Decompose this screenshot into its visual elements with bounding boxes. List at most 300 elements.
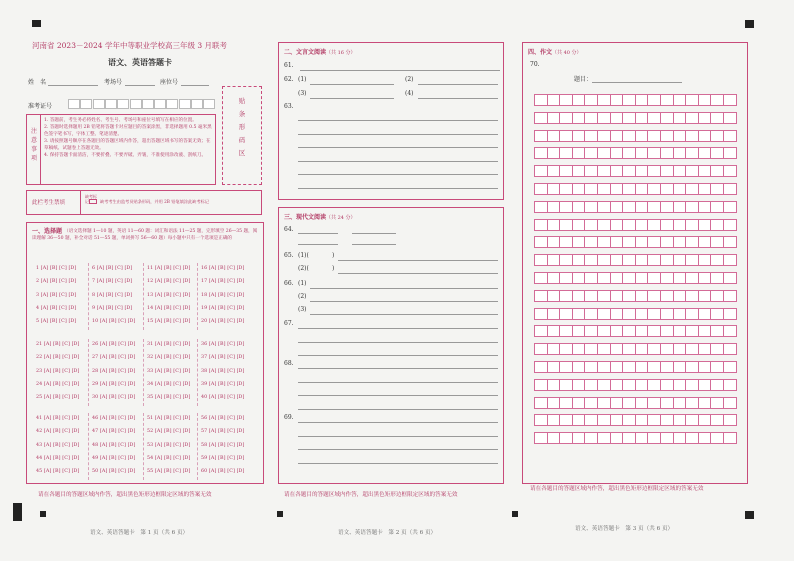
essay-cell[interactable] (710, 130, 724, 142)
essay-cell[interactable] (572, 254, 586, 266)
essay-cell[interactable] (635, 414, 649, 426)
essay-cell[interactable] (685, 290, 699, 302)
essay-cell[interactable] (635, 254, 649, 266)
essay-cell[interactable] (559, 308, 573, 320)
essay-cell[interactable] (673, 379, 687, 391)
essay-cell[interactable] (534, 361, 548, 373)
essay-cell[interactable] (647, 165, 661, 177)
essay-cell[interactable] (610, 308, 624, 320)
exam-no-cell[interactable] (191, 99, 203, 109)
essay-cell[interactable] (673, 165, 687, 177)
essay-cell[interactable] (723, 201, 737, 213)
essay-cell[interactable] (660, 272, 674, 284)
essay-cell[interactable] (597, 290, 611, 302)
essay-cell[interactable] (534, 272, 548, 284)
essay-cell[interactable] (685, 94, 699, 106)
essay-cell[interactable] (710, 379, 724, 391)
essay-cell[interactable] (534, 183, 548, 195)
essay-cell[interactable] (685, 414, 699, 426)
essay-cell[interactable] (698, 147, 712, 159)
choice-option-row[interactable]: 57 [A] [B] [C] [D] (201, 429, 245, 435)
q63-line[interactable] (298, 161, 498, 162)
essay-cell[interactable] (534, 112, 548, 124)
essay-cell[interactable] (660, 130, 674, 142)
essay-cell[interactable] (673, 432, 687, 444)
essay-cell[interactable] (610, 397, 624, 409)
essay-cell[interactable] (597, 94, 611, 106)
essay-cell[interactable] (584, 130, 598, 142)
essay-cell[interactable] (622, 236, 636, 248)
choice-option-row[interactable]: 50 [A] [B] [C] [D] (92, 469, 136, 475)
essay-cell[interactable] (572, 432, 586, 444)
essay-cell[interactable] (597, 325, 611, 337)
essay-cell[interactable] (635, 290, 649, 302)
essay-cell[interactable] (660, 201, 674, 213)
essay-cell[interactable] (723, 147, 737, 159)
essay-cell[interactable] (647, 201, 661, 213)
essay-cell[interactable] (698, 236, 712, 248)
essay-cell[interactable] (710, 414, 724, 426)
essay-cell[interactable] (635, 379, 649, 391)
essay-cell[interactable] (622, 325, 636, 337)
essay-cell[interactable] (610, 219, 624, 231)
seat-field[interactable] (181, 85, 209, 86)
essay-cell[interactable] (584, 147, 598, 159)
choice-option-row[interactable]: 37 [A] [B] [C] [D] (201, 355, 245, 361)
essay-cell[interactable] (534, 147, 548, 159)
essay-cell[interactable] (673, 272, 687, 284)
essay-cell[interactable] (559, 379, 573, 391)
q66-1-line[interactable] (310, 288, 498, 289)
essay-cell[interactable] (559, 112, 573, 124)
q64-line-b[interactable] (352, 233, 396, 234)
essay-cell[interactable] (610, 290, 624, 302)
essay-cell[interactable] (559, 343, 573, 355)
essay-cell[interactable] (660, 432, 674, 444)
essay-cell[interactable] (647, 94, 661, 106)
essay-cell[interactable] (685, 130, 699, 142)
essay-cell[interactable] (698, 165, 712, 177)
q63-line[interactable] (298, 147, 498, 148)
essay-cell[interactable] (723, 236, 737, 248)
essay-cell[interactable] (660, 254, 674, 266)
essay-cell[interactable] (673, 254, 687, 266)
essay-cell[interactable] (534, 343, 548, 355)
essay-cell[interactable] (547, 130, 561, 142)
essay-cell[interactable] (710, 165, 724, 177)
essay-cell[interactable] (685, 165, 699, 177)
choice-option-row[interactable]: 29 [A] [B] [C] [D] (92, 381, 136, 387)
essay-cell[interactable] (547, 361, 561, 373)
essay-cell[interactable] (635, 308, 649, 320)
essay-cell[interactable] (723, 254, 737, 266)
essay-cell[interactable] (559, 236, 573, 248)
essay-cell[interactable] (647, 219, 661, 231)
essay-cell[interactable] (547, 414, 561, 426)
q63-line[interactable] (298, 120, 498, 121)
choice-option-row[interactable]: 56 [A] [B] [C] [D] (201, 416, 245, 421)
choice-option-row[interactable]: 27 [A] [B] [C] [D] (92, 355, 136, 361)
essay-cell[interactable] (710, 432, 724, 444)
essay-cell[interactable] (572, 397, 586, 409)
choice-option-row[interactable]: 40 [A] [B] [C] [D] (201, 395, 245, 401)
essay-cell[interactable] (723, 308, 737, 320)
essay-cell[interactable] (698, 112, 712, 124)
essay-cell[interactable] (647, 343, 661, 355)
choice-option-row[interactable]: 19 [A] [B] [C] [D] (201, 305, 245, 311)
essay-cell[interactable] (610, 361, 624, 373)
essay-cell[interactable] (673, 147, 687, 159)
essay-cell[interactable] (597, 165, 611, 177)
choice-option-row[interactable]: 36 [A] [B] [C] [D] (201, 342, 245, 347)
choice-option-row[interactable]: 41 [A] [B] [C] [D] (36, 416, 80, 421)
essay-cell[interactable] (584, 432, 598, 444)
essay-cell[interactable] (685, 219, 699, 231)
essay-cell[interactable] (572, 272, 586, 284)
exam-no-cell[interactable] (203, 99, 215, 109)
essay-cell[interactable] (660, 147, 674, 159)
essay-cell[interactable] (698, 130, 712, 142)
exam-no-cell[interactable] (154, 99, 166, 109)
essay-cell[interactable] (572, 414, 586, 426)
exam-no-cell[interactable] (105, 99, 117, 109)
essay-cell[interactable] (584, 183, 598, 195)
choice-option-row[interactable]: 59 [A] [B] [C] [D] (201, 455, 245, 461)
essay-cell[interactable] (698, 94, 712, 106)
essay-cell[interactable] (673, 219, 687, 231)
essay-cell[interactable] (559, 325, 573, 337)
essay-cell[interactable] (547, 147, 561, 159)
essay-cell[interactable] (547, 112, 561, 124)
essay-cell[interactable] (610, 379, 624, 391)
essay-cell[interactable] (597, 343, 611, 355)
essay-cell[interactable] (572, 290, 586, 302)
essay-cell[interactable] (547, 308, 561, 320)
essay-cell[interactable] (698, 361, 712, 373)
essay-cell[interactable] (597, 183, 611, 195)
essay-cell[interactable] (622, 343, 636, 355)
essay-cell[interactable] (723, 397, 737, 409)
essay-cell[interactable] (572, 183, 586, 195)
essay-cell[interactable] (723, 361, 737, 373)
choice-option-row[interactable]: 51 [A] [B] [C] [D] (147, 416, 191, 421)
choice-option-row[interactable]: 30 [A] [B] [C] [D] (92, 395, 136, 401)
choice-option-row[interactable]: 20 [A] [B] [C] [D] (201, 319, 245, 325)
choice-option-row[interactable]: 32 [A] [B] [C] [D] (147, 355, 191, 361)
choice-option-row[interactable]: 17 [A] [B] [C] [D] (201, 279, 245, 285)
essay-cell[interactable] (572, 361, 586, 373)
essay-cell[interactable] (584, 325, 598, 337)
essay-cell[interactable] (635, 236, 649, 248)
essay-cell[interactable] (584, 112, 598, 124)
essay-cell[interactable] (647, 147, 661, 159)
essay-cell[interactable] (610, 147, 624, 159)
essay-cell[interactable] (685, 272, 699, 284)
q65-2-line[interactable] (338, 273, 498, 274)
essay-cell[interactable] (723, 183, 737, 195)
essay-cell[interactable] (698, 219, 712, 231)
q64-line-d[interactable] (352, 244, 396, 245)
essay-cell[interactable] (622, 147, 636, 159)
essay-cell[interactable] (610, 130, 624, 142)
choice-option-row[interactable]: 58 [A] [B] [C] [D] (201, 442, 245, 448)
exam-no-cell[interactable] (80, 99, 92, 109)
essay-cell[interactable] (622, 94, 636, 106)
essay-cell[interactable] (698, 254, 712, 266)
essay-cell[interactable] (723, 112, 737, 124)
essay-cell[interactable] (698, 432, 712, 444)
answer-line[interactable] (298, 463, 498, 464)
name-field[interactable] (48, 85, 98, 86)
essay-cell[interactable] (584, 379, 598, 391)
q61-line[interactable] (300, 70, 500, 71)
essay-cell[interactable] (584, 414, 598, 426)
essay-cell[interactable] (723, 165, 737, 177)
essay-cell[interactable] (635, 201, 649, 213)
essay-cell[interactable] (610, 165, 624, 177)
essay-cell[interactable] (622, 397, 636, 409)
q64-line-c[interactable] (298, 244, 338, 245)
choice-option-row[interactable]: 7 [A] [B] [C] [D] (92, 279, 133, 285)
choice-option-row[interactable]: 8 [A] [B] [C] [D] (92, 292, 133, 298)
essay-cell[interactable] (534, 165, 548, 177)
choice-option-row[interactable]: 24 [A] [B] [C] [D] (36, 381, 80, 387)
essay-cell[interactable] (673, 130, 687, 142)
essay-cell[interactable] (660, 112, 674, 124)
essay-cell[interactable] (710, 201, 724, 213)
answer-line[interactable] (298, 382, 498, 383)
essay-cell[interactable] (559, 432, 573, 444)
q62-3-line[interactable] (310, 98, 394, 99)
answer-line[interactable] (298, 395, 498, 396)
choice-option-row[interactable]: 15 [A] [B] [C] [D] (147, 319, 191, 325)
choice-option-row[interactable]: 39 [A] [B] [C] [D] (201, 381, 245, 387)
exam-room-field[interactable] (125, 85, 155, 86)
essay-cell[interactable] (572, 379, 586, 391)
essay-cell[interactable] (673, 94, 687, 106)
essay-cell[interactable] (559, 272, 573, 284)
essay-cell[interactable] (673, 201, 687, 213)
essay-cell[interactable] (723, 325, 737, 337)
essay-cell[interactable] (635, 183, 649, 195)
essay-cell[interactable] (547, 94, 561, 106)
essay-cell[interactable] (547, 236, 561, 248)
essay-cell[interactable] (597, 219, 611, 231)
choice-option-row[interactable]: 49 [A] [B] [C] [D] (92, 455, 136, 461)
essay-cell[interactable] (685, 432, 699, 444)
essay-cell[interactable] (710, 343, 724, 355)
essay-cell[interactable] (622, 379, 636, 391)
essay-cell[interactable] (547, 432, 561, 444)
essay-cell[interactable] (685, 147, 699, 159)
q63-line[interactable] (298, 174, 498, 175)
answer-line[interactable] (298, 368, 498, 369)
essay-cell[interactable] (647, 290, 661, 302)
essay-cell[interactable] (673, 308, 687, 320)
essay-cell[interactable] (534, 94, 548, 106)
essay-cell[interactable] (572, 130, 586, 142)
essay-cell[interactable] (584, 272, 598, 284)
choice-option-row[interactable]: 14 [A] [B] [C] [D] (147, 305, 191, 311)
essay-cell[interactable] (584, 290, 598, 302)
essay-cell[interactable] (635, 325, 649, 337)
essay-cell[interactable] (635, 165, 649, 177)
essay-cell[interactable] (660, 414, 674, 426)
essay-cell[interactable] (622, 432, 636, 444)
choice-option-row[interactable]: 26 [A] [B] [C] [D] (92, 342, 136, 347)
essay-cell[interactable] (647, 236, 661, 248)
essay-cell[interactable] (660, 94, 674, 106)
choice-option-row[interactable]: 1 [A] [B] [C] [D] (36, 266, 77, 271)
essay-cell[interactable] (534, 379, 548, 391)
essay-cell[interactable] (572, 147, 586, 159)
essay-cell[interactable] (723, 343, 737, 355)
exam-no-cell[interactable] (130, 99, 142, 109)
essay-cell[interactable] (647, 130, 661, 142)
essay-cell[interactable] (685, 361, 699, 373)
essay-cell[interactable] (534, 130, 548, 142)
essay-cell[interactable] (635, 272, 649, 284)
essay-cell[interactable] (622, 272, 636, 284)
essay-cell[interactable] (610, 112, 624, 124)
essay-cell[interactable] (710, 219, 724, 231)
essay-cell[interactable] (584, 361, 598, 373)
choice-option-row[interactable]: 22 [A] [B] [C] [D] (36, 355, 80, 361)
essay-cell[interactable] (685, 325, 699, 337)
essay-cell[interactable] (559, 361, 573, 373)
choice-option-row[interactable]: 18 [A] [B] [C] [D] (201, 292, 245, 298)
choice-option-row[interactable]: 31 [A] [B] [C] [D] (147, 342, 191, 347)
essay-cell[interactable] (723, 219, 737, 231)
essay-cell[interactable] (547, 219, 561, 231)
essay-cell[interactable] (685, 201, 699, 213)
choice-option-row[interactable]: 38 [A] [B] [C] [D] (201, 368, 245, 374)
essay-cell[interactable] (685, 254, 699, 266)
essay-cell[interactable] (584, 254, 598, 266)
essay-cell[interactable] (559, 397, 573, 409)
essay-cell[interactable] (622, 183, 636, 195)
essay-cell[interactable] (723, 290, 737, 302)
exam-no-cell[interactable] (166, 99, 178, 109)
essay-cell[interactable] (647, 361, 661, 373)
essay-cell[interactable] (673, 361, 687, 373)
essay-cell[interactable] (610, 94, 624, 106)
choice-option-row[interactable]: 46 [A] [B] [C] [D] (92, 416, 136, 421)
answer-line[interactable] (298, 422, 498, 423)
essay-cell[interactable] (534, 201, 548, 213)
essay-cell[interactable] (685, 112, 699, 124)
essay-cell[interactable] (635, 219, 649, 231)
essay-cell[interactable] (597, 236, 611, 248)
choice-option-row[interactable]: 11 [A] [B] [C] [D] (147, 266, 191, 271)
essay-cell[interactable] (622, 414, 636, 426)
essay-cell[interactable] (547, 379, 561, 391)
essay-cell[interactable] (547, 201, 561, 213)
essay-cell[interactable] (673, 325, 687, 337)
essay-cell[interactable] (660, 379, 674, 391)
essay-cell[interactable] (685, 183, 699, 195)
essay-cell[interactable] (610, 343, 624, 355)
choice-option-row[interactable]: 54 [A] [B] [C] [D] (147, 455, 191, 461)
choice-option-row[interactable]: 42 [A] [B] [C] [D] (36, 429, 80, 435)
essay-cell[interactable] (647, 325, 661, 337)
q65-1-line[interactable] (338, 260, 498, 261)
essay-cell[interactable] (572, 112, 586, 124)
essay-cell[interactable] (547, 290, 561, 302)
essay-cell[interactable] (597, 432, 611, 444)
absent-checkbox[interactable] (89, 199, 97, 204)
essay-cell[interactable] (610, 201, 624, 213)
choice-option-row[interactable]: 21 [A] [B] [C] [D] (36, 342, 80, 347)
choice-option-row[interactable]: 35 [A] [B] [C] [D] (147, 395, 191, 401)
choice-option-row[interactable]: 16 [A] [B] [C] [D] (201, 266, 245, 271)
choice-option-row[interactable]: 13 [A] [B] [C] [D] (147, 292, 191, 298)
essay-cell[interactable] (635, 147, 649, 159)
essay-cell[interactable] (597, 201, 611, 213)
essay-cell[interactable] (559, 94, 573, 106)
essay-cell[interactable] (559, 219, 573, 231)
essay-cell[interactable] (660, 325, 674, 337)
choice-option-row[interactable]: 6 [A] [B] [C] [D] (92, 266, 133, 271)
essay-cell[interactable] (660, 165, 674, 177)
essay-cell[interactable] (622, 290, 636, 302)
choice-option-row[interactable]: 25 [A] [B] [C] [D] (36, 395, 80, 401)
essay-cell[interactable] (710, 236, 724, 248)
essay-cell[interactable] (559, 254, 573, 266)
essay-cell[interactable] (635, 361, 649, 373)
essay-cell[interactable] (547, 165, 561, 177)
essay-cell[interactable] (559, 165, 573, 177)
choice-option-row[interactable]: 12 [A] [B] [C] [D] (147, 279, 191, 285)
answer-line[interactable] (298, 328, 498, 329)
essay-cell[interactable] (572, 308, 586, 320)
q63-line[interactable] (298, 134, 498, 135)
essay-cell[interactable] (647, 414, 661, 426)
essay-cell[interactable] (572, 94, 586, 106)
essay-cell[interactable] (559, 290, 573, 302)
essay-cell[interactable] (723, 130, 737, 142)
essay-cell[interactable] (698, 183, 712, 195)
choice-option-row[interactable]: 53 [A] [B] [C] [D] (147, 442, 191, 448)
essay-cell[interactable] (534, 236, 548, 248)
essay-cell[interactable] (547, 325, 561, 337)
essay-cell[interactable] (559, 147, 573, 159)
essay-cell[interactable] (698, 397, 712, 409)
essay-cell[interactable] (647, 379, 661, 391)
essay-cell[interactable] (723, 272, 737, 284)
essay-cell[interactable] (710, 183, 724, 195)
essay-cell[interactable] (572, 219, 586, 231)
essay-cell[interactable] (647, 397, 661, 409)
choice-option-row[interactable]: 2 [A] [B] [C] [D] (36, 279, 77, 285)
choice-option-row[interactable]: 4 [A] [B] [C] [D] (36, 305, 77, 311)
choice-option-row[interactable]: 28 [A] [B] [C] [D] (92, 368, 136, 374)
essay-cell[interactable] (673, 112, 687, 124)
essay-cell[interactable] (584, 397, 598, 409)
essay-cell[interactable] (559, 130, 573, 142)
essay-cell[interactable] (635, 130, 649, 142)
choice-option-row[interactable]: 9 [A] [B] [C] [D] (92, 305, 133, 311)
essay-cell[interactable] (698, 379, 712, 391)
essay-cell[interactable] (647, 272, 661, 284)
essay-topic-line[interactable] (592, 82, 682, 83)
essay-cell[interactable] (572, 201, 586, 213)
essay-cell[interactable] (597, 112, 611, 124)
essay-cell[interactable] (635, 343, 649, 355)
essay-cell[interactable] (723, 432, 737, 444)
essay-cell[interactable] (622, 130, 636, 142)
essay-cell[interactable] (710, 147, 724, 159)
